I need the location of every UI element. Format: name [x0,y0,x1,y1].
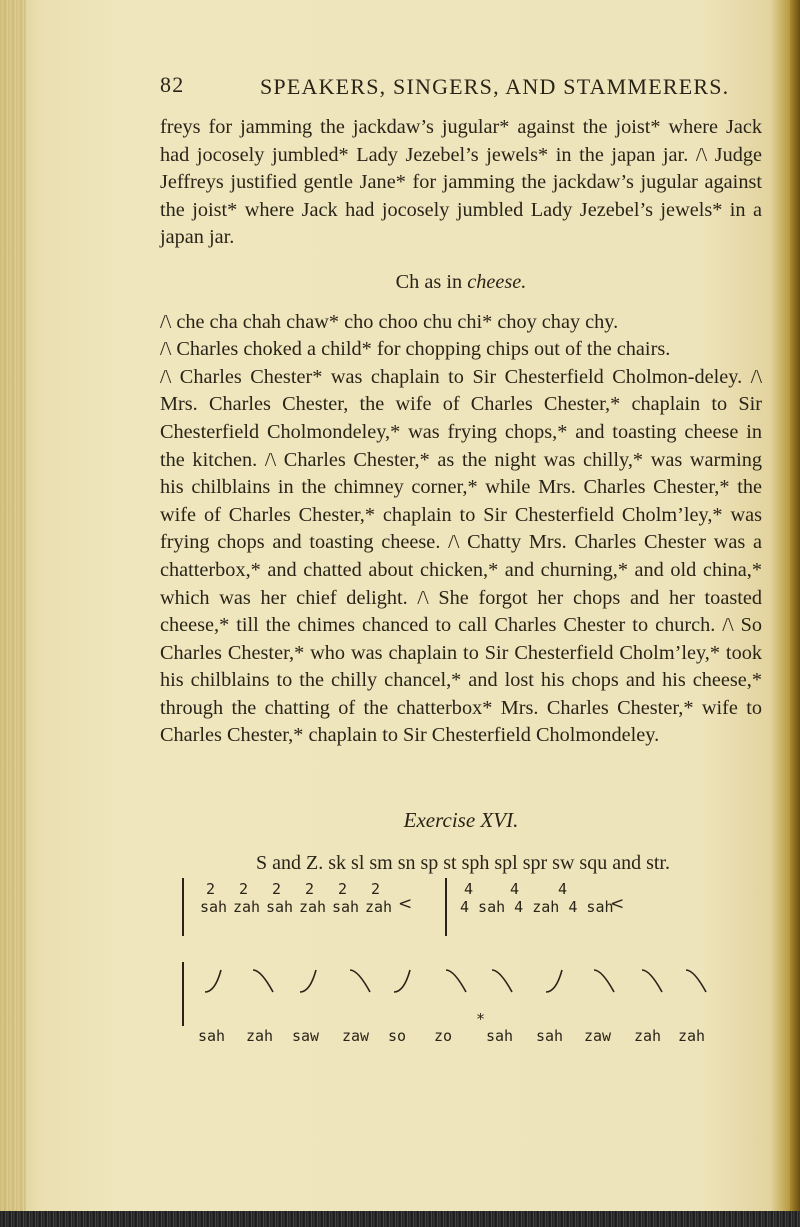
exercise-subtitle: S and Z. sk sl sm sn sp st sph spl spr sw squ and str. [256,852,670,874]
asterisk-mark: * [476,1010,486,1028]
paragraph: /\ Charles choked a child* for chopping chips out of the chairs. [160,338,671,361]
drill-word: zaw [584,1027,612,1045]
drill-number: 4 [558,880,568,898]
drill-number: 4 [464,880,474,898]
drill-word: zah [634,1027,662,1045]
paragraph: /\ che cha chah chaw* cho choo chu chi* choy chay chy. [160,310,619,333]
drill-word: zah [678,1027,706,1045]
drill-word: zah [233,898,261,916]
drill-number: 2 [206,880,216,898]
paragraph: /\ Charles Chester* was chaplain to Sir Chesterfield Cholmon-deley. /\ Mrs. Charles Chester, the wife of Charles Chester,* chaplain to Sir Chesterfield Cholmondeley,* was frying chops,* and toasting cheese in the kitchen. /\ Charles Chester,* as the night was chilly,* was warming his chilblains in the chimney corner,* while Mrs. Charles Chester,* the wife of Charles Chester,* chaplain to Sir Chesterfield Cholm’ley,* was frying chops and toasting cheese. /\ Chatty Mrs. Charles Chester was a chatterbox,* and chatted about chicken,* and churning,* and old china,* which was her chief delight. /\ She forgot her chops and her toasted cheese,* till the chimes chanced to call Charles Chester to church. /\ So Charles Chester,* who was chaplain to Sir Chesterfield Cholm’ley,* took his chilblains to the chilly chancel,* and lost his chops and his cheese,* through the chatting of the chatterbox* Mrs. Charles Chester,* wife to Charles Chester,* chaplain to Sir Chesterfield Cholmondeley. [160,365,762,747]
drill-word: zo [434,1027,453,1045]
page-number: 82 [160,72,185,97]
drill-word: so [388,1027,407,1045]
section-heading-word: cheese. [467,270,527,293]
drill-word: zah [246,1027,274,1045]
drill-word: sah [536,1027,564,1045]
drill-word: zah [299,898,327,916]
paragraph: freys for jamming the jackdaw’s jugular* against the joist* where Jack had jocosely jumbled* Lady Jezebel’s jewels* in the japan jar. /\ Judge Jeffreys justified gentle Jane* for jamming the jackdaw’s jugular against the joist* where Jack had jocosely jumbled Lady Jezebel’s jewels* in a japan jar. [160,116,762,249]
exercise-title: Exercise XVI. [403,808,519,832]
drill-number: 2 [272,880,282,898]
drill-number: 2 [338,880,348,898]
hint-symbol: < [398,894,413,914]
drill-word: sah [198,1027,226,1045]
drill-number: 2 [305,880,315,898]
drill-number: 2 [239,880,249,898]
drill-word: sah [486,1027,514,1045]
drill-number: 2 [371,880,381,898]
drill-word: sah [332,898,360,916]
drill-word: sah [200,898,228,916]
drill-word: sah [266,898,294,916]
drill-word: zaw [342,1027,370,1045]
drill-one-right-words: 4 sah 4 zah 4 sah [460,898,614,916]
hint-symbol: < [610,894,625,914]
section-heading-prefix: Ch as in [395,270,463,293]
drill-word: saw [292,1027,320,1045]
drill-number: 4 [510,880,520,898]
drill-word: zah [365,898,393,916]
running-title: SPEAKERS, SINGERS, AND STAMMERERS. [260,74,730,99]
